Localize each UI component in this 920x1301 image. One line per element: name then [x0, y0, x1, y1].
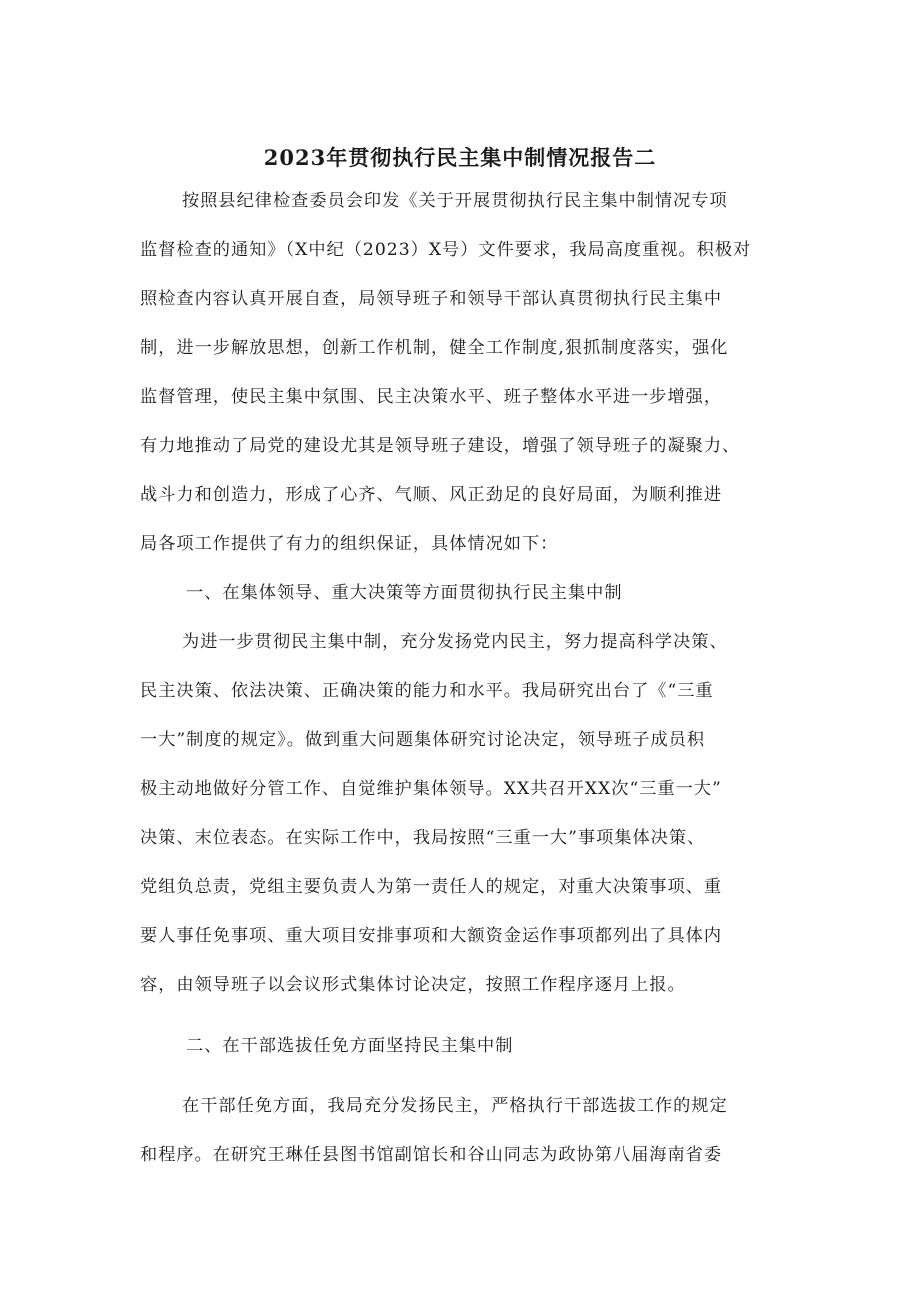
paragraph-line: 民主决策、依法决策、正确决策的能力和水平。我局研究出台了《“三重: [140, 681, 714, 701]
paragraph-line: 局各项工作提供了有力的组织保证，具体情况如下：: [140, 534, 559, 554]
paragraph-line: 要人事任免事项、重大项目安排事项和大额资金运作事项都列出了具体内: [140, 926, 723, 946]
paragraph-line: 有力地推动了局党的建设尤其是领导班子建设，增强了领导班子的凝聚力、: [140, 436, 741, 456]
paragraph-line: 一大”制度的规定》。做到重大问题集体研究讨论决定，领导班子成员积: [140, 730, 706, 750]
paragraph-line: 党组负总责，党组主要负责人为第一责任人的规定，对重大决策事项、重: [140, 877, 723, 897]
paragraph-line: 照检查内容认真开展自查，局领导班子和领导干部认真贯彻执行民主集中: [140, 289, 723, 309]
paragraph-line: 监督管理，使民主集中氛围、民主决策水平、班子整体水平进一步增强，: [140, 387, 723, 407]
paragraph-line: 极主动地做好分管工作、自觉维护集体领导。XX共召开XX次“三重一大”: [140, 779, 722, 799]
paragraph-line: 制，进一步解放思想，创新工作机制，健全工作制度,狠抓制度落实，强化: [140, 338, 729, 358]
paragraph-line: 为进一步贯彻民主集中制，充分发扬党内民主，努力提高科学决策、: [182, 632, 728, 652]
paragraph-line: 决策、末位表态。在实际工作中，我局按照“三重一大”事项集体决策、: [140, 828, 706, 848]
paragraph-line: 在干部任免方面，我局充分发扬民主，严格执行干部选拔工作的规定: [182, 1096, 728, 1116]
paragraph-line: 容，由领导班子以会议形式集体讨论决定，按照工作程序逐月上报。: [140, 975, 686, 995]
section-heading: 一、在集体领导、重大决策等方面贯彻执行民主集中制: [186, 583, 623, 603]
document-title: 2023年贯彻执行民主集中制情况报告二: [263, 145, 657, 170]
paragraph-line: 战斗力和创造力，形成了心齐、气顺、风正劲足的良好局面，为顺利推进: [140, 485, 723, 505]
paragraph-line: 按照县纪律检查委员会印发《关于开展贯彻执行民主集中制情况专项: [182, 191, 728, 211]
paragraph-line: 和程序。在研究王琳任县图书馆副馆长和谷山同志为政协第八届海南省委: [140, 1145, 723, 1165]
paragraph-line: 监督检查的通知》（X中纪（2023）X号）文件要求，我局高度重视。积极对: [140, 240, 752, 260]
section-heading: 二、在干部选拔任免方面坚持民主集中制: [186, 1036, 514, 1056]
